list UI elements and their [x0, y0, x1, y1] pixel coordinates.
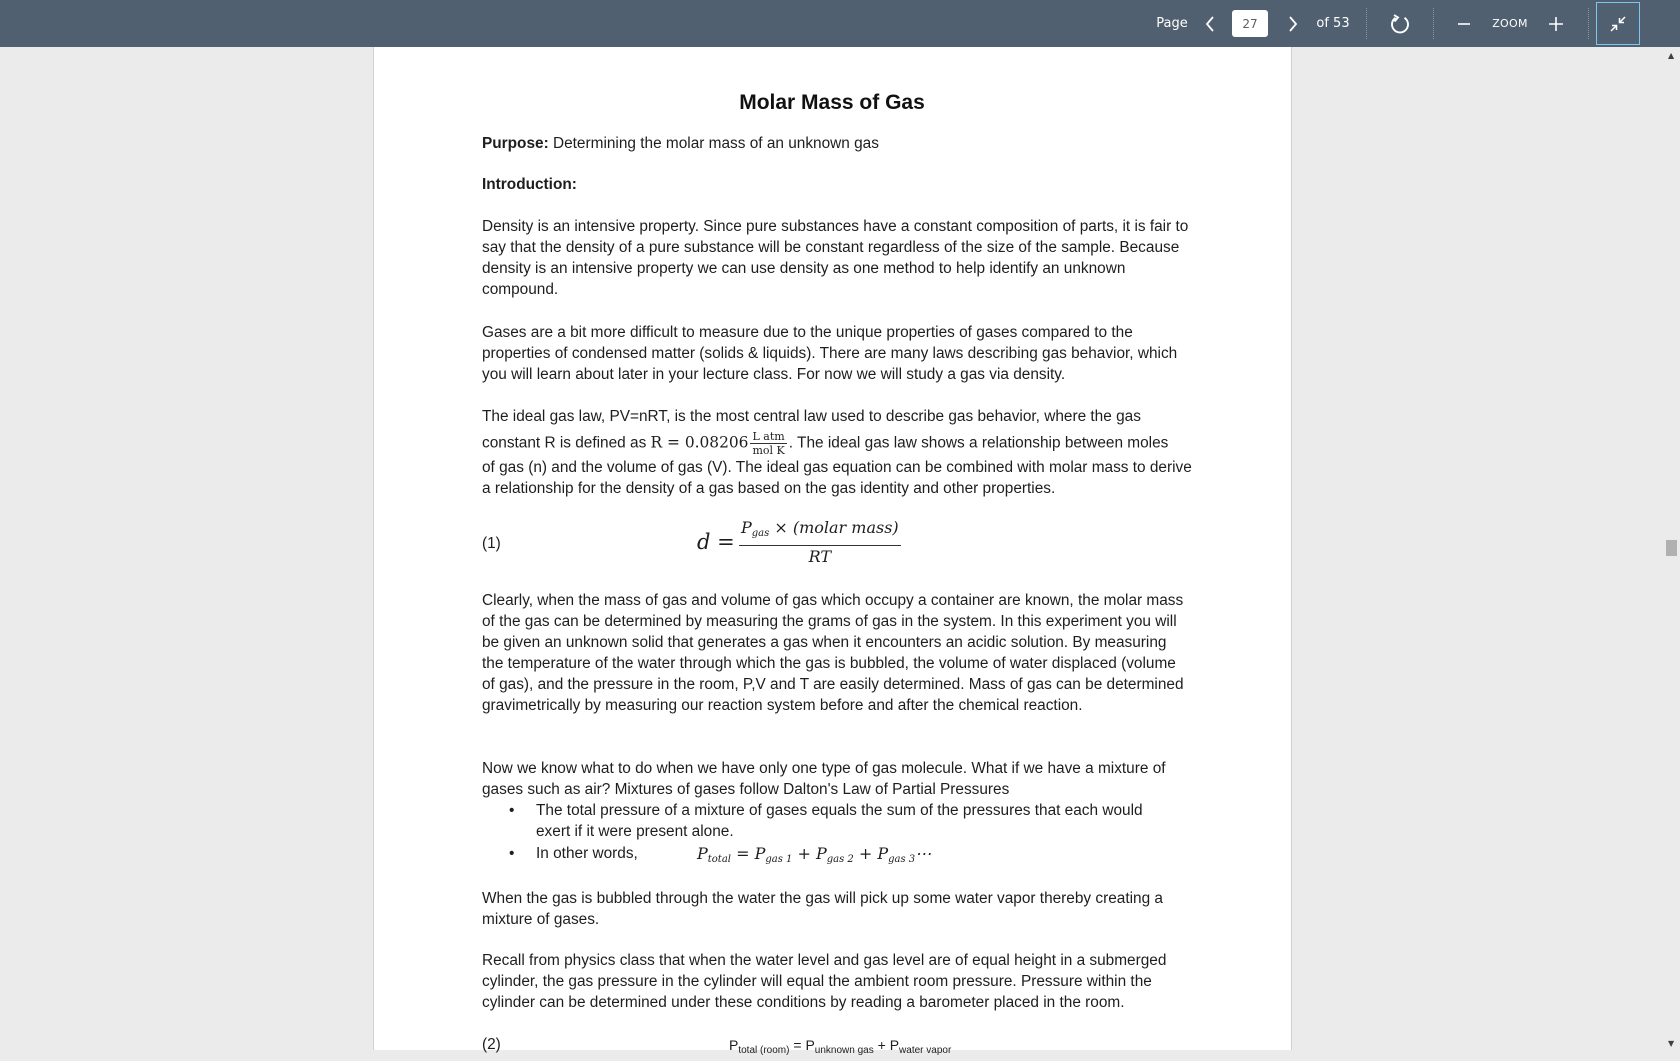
purpose-line — [482, 133, 1192, 154]
vertical-scrollbar[interactable] — [1663, 47, 1680, 1050]
paragraph-gases: Gases are a bit more difficult to measure due to the unique properties of gases compared to the properties of condensed matter (solids & liquids). There are many laws describing gas behavior, which you will learn about later in your lecture class. For now we will study a gas via density. — [482, 324, 1178, 383]
total-pages-label: of 53 — [1316, 16, 1350, 31]
p-gas2-subscript: gas 2 — [826, 854, 854, 865]
bullet-in-other-words-text: In other words, — [536, 845, 638, 862]
molar-mass-term: × (molar mass) — [769, 518, 899, 537]
ideal-gas-rest: of gas (n) and the volume of gas (V). The ideal gas equation can be combined with molar mass to derive a relationship for the density of a gas based on the gas identity and other properties. — [482, 459, 1192, 497]
paragraph-mixture: Now we know what to do when we have only one type of gas molecule. What if we have a mixture of gases such as air? Mixtures of gases follow Dalton's Law of Partial Pressures — [482, 760, 1166, 798]
density-equation-lhs: d = — [697, 530, 735, 554]
zoom-out-button[interactable] — [1452, 0, 1476, 47]
page-label: Page — [1156, 16, 1188, 31]
equals-sign: = — [789, 1037, 806, 1053]
p-unknown-gas-symbol: P — [805, 1037, 815, 1053]
next-page-button[interactable] — [1282, 0, 1304, 47]
p-gas1-symbol: P — [754, 844, 766, 863]
paragraph-physics: Recall from physics class that when the water level and gas level are of equal height in a submerged cylinder, the gas pressure in the cylinder will equal the ambient room pressure. Pressure within the cylinder can be determined under these conditions by reading a barometer placed in the room. — [482, 952, 1167, 1011]
plus-icon — [1548, 16, 1564, 32]
toolbar-separator — [1366, 8, 1367, 39]
p-total-subscript: total — [707, 854, 731, 865]
bullet-marker: • — [509, 802, 515, 819]
minus-icon — [1457, 17, 1471, 31]
purpose-text: Determining the molar mass of an unknown gas — [552, 135, 879, 152]
p-water-vapor-subscript: water vapor — [899, 1045, 952, 1056]
paragraph-clearly: Clearly, when the mass of gas and volume of gas which occupy a container are known, the molar mass of the gas can be determined by measuring the grams of gas in the system. In this experiment you will be given an unknown solid that generates a gas when it encounters an acidic solution. By measuring the temperature of the water through which the gas is bubbled, the volume of water displaced (volume of gas), and the pressure in the room, P,V and T are easily determined. Mass of gas can be determined gravimetrically by measuring our reaction system before and after the chemical reaction. — [482, 592, 1184, 714]
scroll-up-arrow-icon[interactable]: ▲ — [1668, 51, 1675, 60]
p-total-symbol: P — [697, 844, 708, 863]
gas-constant-units — [750, 430, 786, 457]
p-gas3-symbol: P — [877, 844, 889, 863]
previous-page-button[interactable] — [1199, 0, 1221, 47]
paragraph-ideal-gas-law — [482, 406, 1192, 499]
purpose-label: Purpose: — [482, 135, 549, 152]
p-total-room-symbol: P — [729, 1037, 739, 1053]
p-total-room-subscript: total (room) — [738, 1045, 790, 1056]
bullet-marker: • — [509, 845, 515, 862]
paragraph-water-vapor: When the gas is bubbled through the water the gas will pick up some water vapor thereby creating a mixture of gases. — [482, 890, 1163, 928]
gas-constant-suffix: . The ideal gas law shows a relationship between moles — [788, 434, 1169, 452]
zoom-in-button[interactable] — [1544, 0, 1568, 47]
density-equation — [697, 517, 901, 568]
p-water-vapor-symbol: P — [889, 1037, 900, 1053]
bullet-in-other-words — [536, 843, 1176, 864]
gas-constant-units-denominator: mol K — [752, 444, 785, 457]
page-number-input[interactable] — [1232, 10, 1268, 37]
pressure-subscript: gas — [751, 528, 770, 539]
gas-constant-units-numerator: L atm — [750, 430, 786, 444]
p-gas2-symbol: P — [815, 844, 827, 863]
plus-sign: + — [873, 1037, 890, 1053]
paragraph-density: Density is an intensive property. Since pure substances have a constant composition of parts, it is fair to say that the density of a pure substance will be constant regardless of the size of the sample. Because density is an intensive property we can use density as one method to help identify an unknown compound. — [482, 218, 1189, 298]
pressure-symbol: P — [741, 518, 752, 537]
daltons-law-equation — [697, 843, 931, 870]
chevron-right-icon — [1288, 16, 1298, 32]
bullet-total-pressure: The total pressure of a mixture of gases equals the sum of the pressures that each would exert if it were present alone. — [536, 802, 1143, 840]
equation-2-number: (2) — [482, 1036, 501, 1053]
equals-sign: = — [730, 844, 755, 863]
p-unknown-gas-subscript: unknown gas — [814, 1045, 874, 1056]
ideal-gas-line1: The ideal gas law, PV=nRT, is the most central law used to describe gas behavior, where the gas — [482, 408, 1141, 425]
ellipsis: ⋯ — [915, 844, 932, 863]
density-equation-fraction — [739, 517, 901, 568]
gas-constant-line — [482, 430, 1192, 457]
page-title: Molar Mass of Gas — [739, 91, 925, 114]
pdf-toolbar — [0, 0, 1680, 47]
p-gas3-subscript: gas 3 — [888, 854, 916, 865]
density-equation-denominator: RT — [808, 547, 832, 566]
plus-sign: + — [853, 844, 878, 863]
gas-constant-value: R = 0.08206 — [650, 433, 749, 452]
plus-sign: + — [792, 844, 816, 863]
density-equation-numerator — [739, 517, 901, 546]
scrollbar-thumb[interactable] — [1666, 540, 1677, 556]
p-gas1-subscript: gas 1 — [765, 854, 793, 865]
rotate-button[interactable] — [1386, 0, 1414, 47]
zoom-label: ZOOM — [1492, 17, 1528, 30]
exit-fullscreen-button[interactable] — [1596, 2, 1640, 45]
introduction-heading: Introduction: — [482, 176, 577, 193]
scroll-down-arrow-icon[interactable]: ▼ — [1668, 1039, 1675, 1048]
total-pressure-equation — [729, 1035, 951, 1061]
rotate-icon — [1389, 13, 1411, 35]
chevron-left-icon — [1205, 16, 1215, 32]
toolbar-separator — [1588, 8, 1589, 39]
equation-1-number: (1) — [482, 535, 501, 552]
toolbar-separator — [1433, 8, 1434, 39]
gas-constant-prefix: constant R is defined as — [482, 434, 647, 452]
collapse-icon — [1609, 15, 1627, 33]
